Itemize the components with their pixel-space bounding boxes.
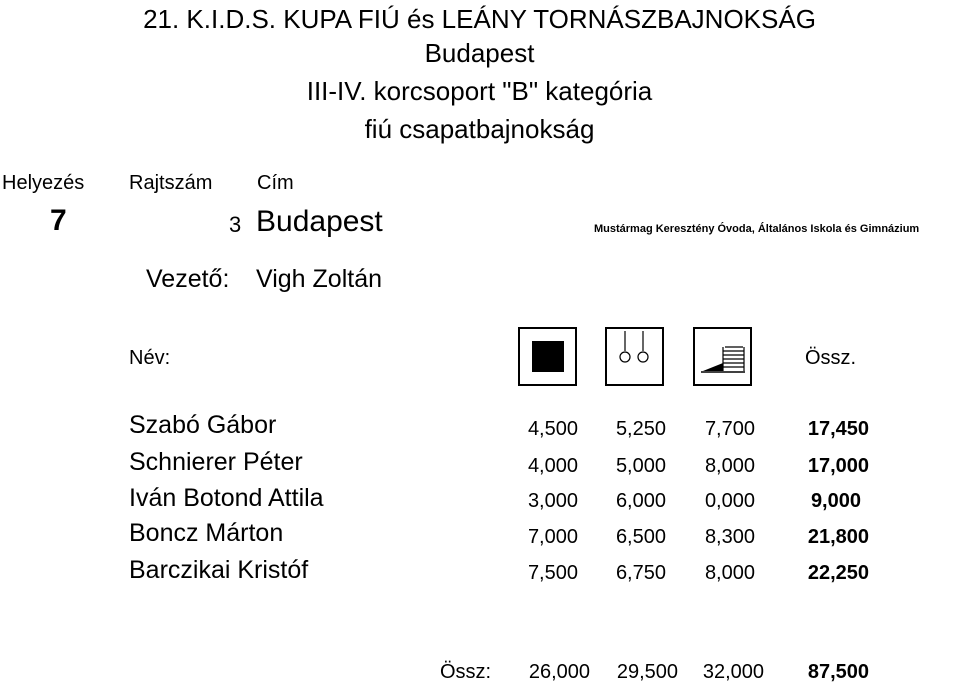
name-column-label: Név: xyxy=(129,347,171,369)
team-leader-name: Vigh Zoltán xyxy=(256,265,383,293)
competition-type: fiú csapatbajnokság xyxy=(364,114,595,144)
floor-icon xyxy=(518,327,577,386)
team-placement: 7 xyxy=(50,204,67,237)
competition-city: Budapest xyxy=(424,38,535,68)
score-rings: 5,000 xyxy=(615,455,666,477)
sum-floor: 26,000 xyxy=(528,661,590,683)
athlete-total: 22,250 xyxy=(807,562,869,584)
team-city: Budapest xyxy=(256,205,383,238)
score-rings: 6,500 xyxy=(615,526,666,548)
score-floor: 4,500 xyxy=(527,418,578,440)
athlete-total: 17,000 xyxy=(807,455,869,477)
total-column-label: Össz. xyxy=(805,347,857,369)
score-vault: 7,700 xyxy=(704,418,755,440)
score-rings: 6,000 xyxy=(615,490,666,512)
sum-rings: 29,500 xyxy=(616,661,678,683)
score-vault: 8,000 xyxy=(704,562,755,584)
vault-icon xyxy=(693,327,752,386)
sum-label: Össz: xyxy=(440,661,492,683)
score-vault: 8,300 xyxy=(704,526,755,548)
score-floor: 7,000 xyxy=(527,526,578,548)
rings-icon xyxy=(605,327,664,386)
athlete-total: 17,450 xyxy=(807,418,869,440)
score-floor: 4,000 xyxy=(527,455,578,477)
placement-header: Helyezés xyxy=(2,172,85,194)
athlete-total: 21,800 xyxy=(807,526,869,548)
athlete-total: 9,000 xyxy=(810,490,861,512)
grand-total: 87,500 xyxy=(807,661,869,683)
competition-title: 21. K.I.D.S. KUPA FIÚ és LEÁNY TORNÁSZBAJNOKSÁG xyxy=(143,4,816,34)
athlete-name: Iván Botond Attila xyxy=(129,484,324,512)
score-floor: 7,500 xyxy=(527,562,578,584)
team-start-number: 3 xyxy=(229,212,242,237)
sum-vault: 32,000 xyxy=(702,661,764,683)
score-vault: 8,000 xyxy=(704,455,755,477)
athlete-name: Boncz Márton xyxy=(129,519,284,547)
athlete-name: Schnierer Péter xyxy=(129,448,303,476)
athlete-name: Barczikai Kristóf xyxy=(129,556,309,584)
title-header: Cím xyxy=(257,172,294,194)
team-school: Mustármag Keresztény Óvoda, Általános Iskola és Gimnázium xyxy=(594,223,920,235)
score-vault: 0,000 xyxy=(704,490,755,512)
age-group-category: III-IV. korcsoport "B" kategória xyxy=(306,76,653,106)
score-rings: 6,750 xyxy=(615,562,666,584)
team-leader-label: Vezető: xyxy=(146,265,230,293)
athlete-name: Szabó Gábor xyxy=(129,411,277,439)
score-floor: 3,000 xyxy=(527,490,578,512)
score-rings: 5,250 xyxy=(615,418,666,440)
start-number-header: Rajtszám xyxy=(129,172,213,194)
